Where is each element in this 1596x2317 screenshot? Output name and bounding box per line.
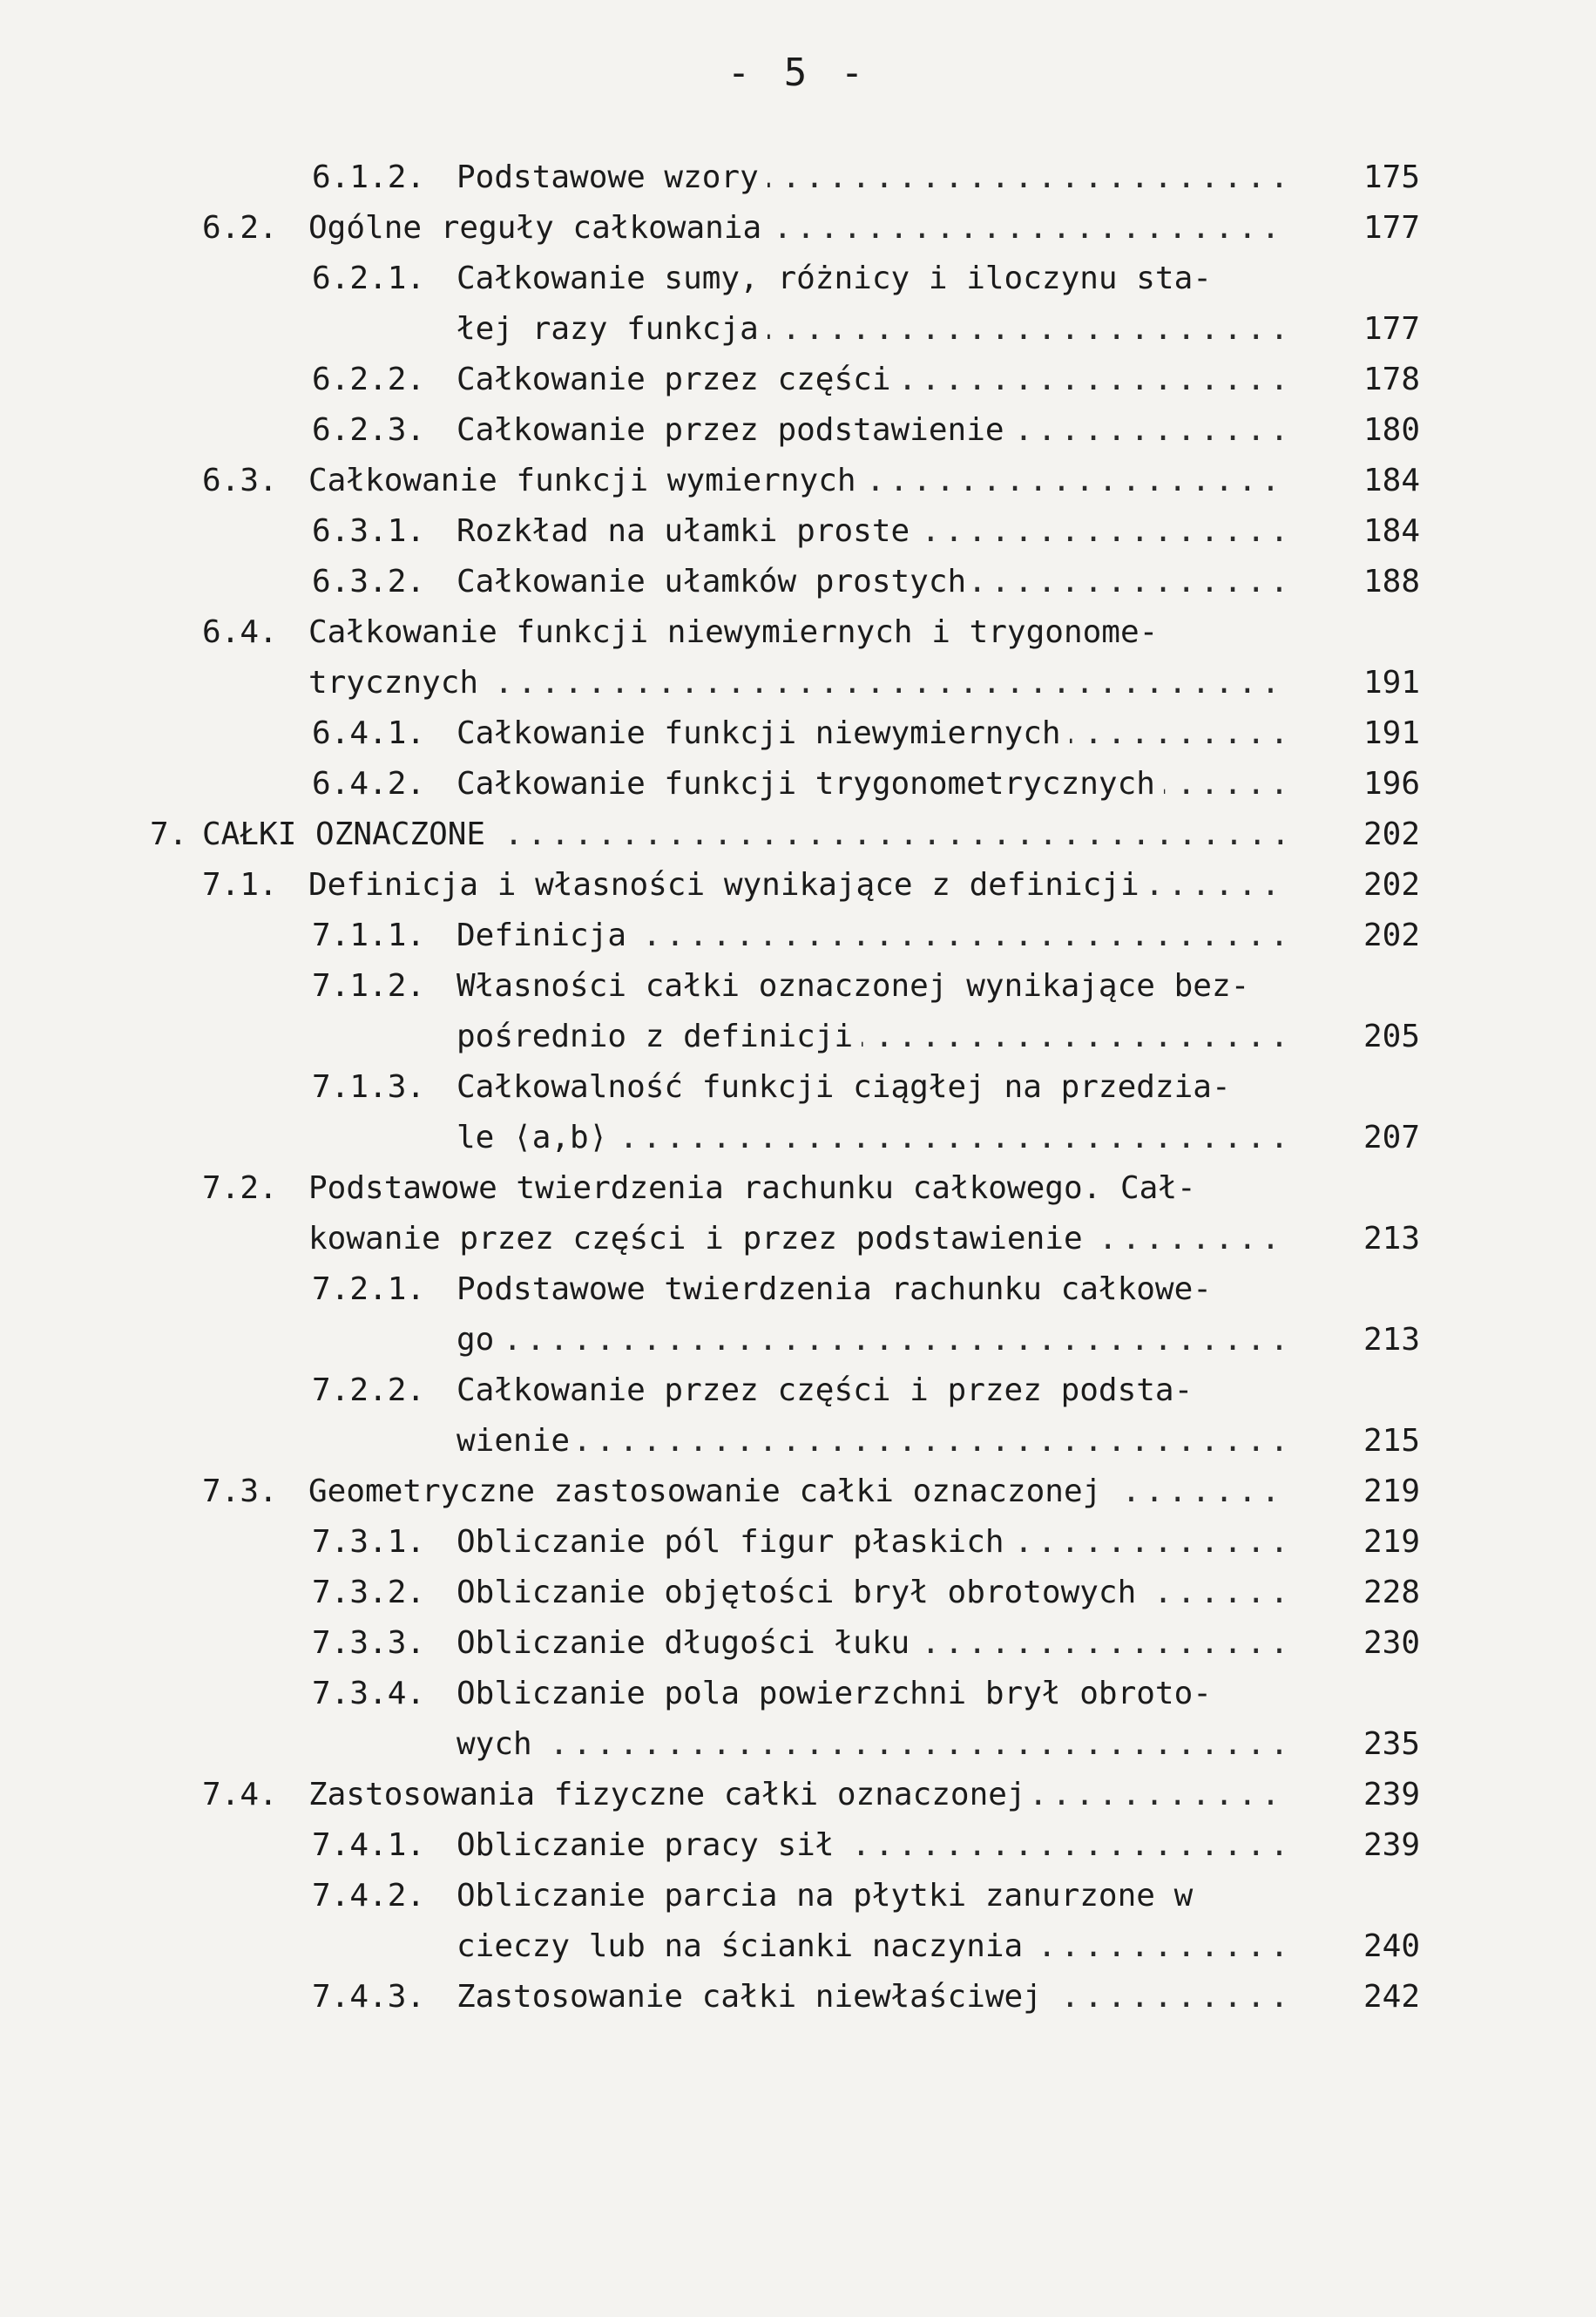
toc-entry-number: 6.3.2. xyxy=(312,564,426,600)
toc-entry-title xyxy=(308,1163,1289,1214)
toc-entry-title xyxy=(456,557,1289,607)
toc-entry-number: 6.3.1. xyxy=(312,513,426,549)
toc-entry-title xyxy=(456,759,1289,810)
toc-entry-page: 230 xyxy=(1363,1625,1420,1661)
toc-entry-title-text: Całkowanie funkcji trygonometrycznych xyxy=(456,766,1164,802)
toc-entry-title xyxy=(456,1315,1289,1365)
toc-entry-title-text: Całkowanie sumy, różnicy i iloczynu sta- xyxy=(456,261,1221,296)
toc-entry-number: 7.3.4. xyxy=(312,1676,426,1711)
toc-entry-title xyxy=(308,1770,1289,1820)
toc-entry-number: 6.4.2. xyxy=(312,766,426,802)
toc-entry-title xyxy=(456,1871,1289,1921)
toc-entry-number: 6.3. xyxy=(202,463,278,498)
toc-entry-page: 213 xyxy=(1363,1221,1420,1257)
toc-entry-title xyxy=(456,1062,1289,1113)
toc-entry-title-text: trycznych xyxy=(308,665,487,701)
toc-entry-title-text: kowanie przez części i przez podstawienie xyxy=(308,1221,1092,1257)
toc-entry-title-text: Całkowanie przez części i przez podsta- xyxy=(456,1372,1201,1408)
toc-entry-page: 240 xyxy=(1363,1928,1420,1964)
toc-entry xyxy=(0,1517,1596,1568)
toc-entry-page: 219 xyxy=(1363,1474,1420,1509)
toc-entry-title xyxy=(456,911,1289,961)
toc-entry-title xyxy=(456,304,1289,355)
toc-entry xyxy=(0,355,1596,405)
toc-entry-page: 202 xyxy=(1363,918,1420,953)
toc-entry-page: 202 xyxy=(1363,816,1420,852)
toc-entry xyxy=(0,1618,1596,1669)
toc-entry xyxy=(0,860,1596,911)
toc-entry-title-text: Podstawowe twierdzenia rachunku całkowe- xyxy=(456,1271,1221,1307)
toc-entry-page: 207 xyxy=(1363,1120,1420,1155)
toc-entry-title-text: Obliczanie pól figur płaskich xyxy=(456,1524,1013,1560)
toc-entry xyxy=(0,810,1596,860)
toc-entry-title-text: Obliczanie pola powierzchni brył obroto- xyxy=(456,1676,1221,1711)
toc-entry-number: 7.1.2. xyxy=(312,968,426,1004)
toc-entry-number: 7.2.2. xyxy=(312,1372,426,1408)
toc-entry xyxy=(0,911,1596,961)
toc-entry-number: 7.3.1. xyxy=(312,1524,426,1560)
toc-entry-number: 6.4.1. xyxy=(312,715,426,751)
toc-entry-title xyxy=(308,456,1289,506)
toc-entry-number: 6.2.1. xyxy=(312,261,426,296)
toc-entry-page: 239 xyxy=(1363,1777,1420,1812)
toc-entry-title-text: Własności całki oznaczonej wynikające bez- xyxy=(456,968,1258,1004)
toc-entry xyxy=(0,1264,1596,1315)
toc-entry-page: 184 xyxy=(1363,513,1420,549)
toc-entry-title xyxy=(202,810,1289,860)
page-number: - 5 - xyxy=(727,51,869,95)
toc-entry-page: 191 xyxy=(1363,715,1420,751)
toc-entry-title-text: Całkowanie funkcji niewymiernych xyxy=(456,715,1070,751)
toc-entry-title xyxy=(456,1517,1289,1568)
toc-entry xyxy=(0,1770,1596,1820)
toc-entry-title-text: Definicja i własności wynikające z definicji xyxy=(308,867,1148,903)
toc-entry-title xyxy=(456,355,1289,405)
toc-entry-title xyxy=(456,1264,1289,1315)
toc-entry-title-text: CAŁKI OZNACZONE xyxy=(202,816,494,852)
toc-entry xyxy=(0,1820,1596,1871)
toc-entry-title xyxy=(456,1921,1289,1972)
toc-entry-title xyxy=(456,708,1289,759)
toc-entry xyxy=(0,1719,1596,1770)
toc-entry-title xyxy=(456,152,1289,203)
toc-entry-page: 191 xyxy=(1363,665,1420,701)
toc-entry-page: 213 xyxy=(1363,1322,1420,1358)
toc-entry-number: 7.3.3. xyxy=(312,1625,426,1661)
toc-entry xyxy=(0,1467,1596,1517)
toc-entry xyxy=(0,1012,1596,1062)
toc-entry-number: 7.4. xyxy=(202,1777,278,1812)
toc-entry-title xyxy=(456,506,1289,557)
toc-entry xyxy=(0,1669,1596,1719)
toc-entry-title xyxy=(456,405,1289,456)
toc-entry-page: 235 xyxy=(1363,1726,1420,1762)
toc-entry-page: 188 xyxy=(1363,564,1420,600)
toc-entry xyxy=(0,405,1596,456)
toc-entry-number: 7.1.1. xyxy=(312,918,426,953)
toc-entry xyxy=(0,708,1596,759)
toc-entry-title-text: łej razy funkcja xyxy=(456,311,768,347)
toc-entry xyxy=(0,1163,1596,1214)
toc-entry-number: 7.1.3. xyxy=(312,1069,426,1105)
toc-entry-title-text: wych xyxy=(456,1726,541,1762)
toc-entry-number: 7.4.2. xyxy=(312,1878,426,1914)
toc-entry-number: 6.2.2. xyxy=(312,362,426,397)
toc-entry xyxy=(0,658,1596,708)
toc-entry xyxy=(0,1416,1596,1467)
toc-entry xyxy=(0,203,1596,254)
toc-entry-title-text: Całkowanie ułamków prostych xyxy=(456,564,975,600)
toc-entry-title xyxy=(456,1568,1289,1618)
toc-entry xyxy=(0,304,1596,355)
toc-entry-title-text: Definicja xyxy=(456,918,635,953)
toc-entry-title-text: Podstawowe wzory xyxy=(456,159,768,195)
toc-entry-title-text: Rozkład na ułamki proste xyxy=(456,513,918,549)
toc-entry xyxy=(0,1871,1596,1921)
toc-entry-number: 7.3. xyxy=(202,1474,278,1509)
toc-entry xyxy=(0,759,1596,810)
toc-entry-number: 6.1.2. xyxy=(312,159,426,195)
toc-entry-page: 177 xyxy=(1363,210,1420,246)
toc-entry-title xyxy=(456,1012,1289,1062)
toc-entry-page: 228 xyxy=(1363,1575,1420,1610)
toc-entry-number: 7.2.1. xyxy=(312,1271,426,1307)
toc-entry-title xyxy=(456,961,1289,1012)
toc-entry xyxy=(0,607,1596,658)
toc-entry xyxy=(0,1315,1596,1365)
toc-entry-title-text: wienie xyxy=(456,1423,578,1459)
toc-entry-title-text: Całkowanie funkcji niewymiernych i trygonome- xyxy=(308,614,1167,650)
toc-entry-title-text: Całkowanie funkcji wymiernych xyxy=(308,463,865,498)
toc-entry-title xyxy=(456,1669,1289,1719)
toc-entry-title-text: pośrednio z definicji xyxy=(456,1019,862,1054)
toc-entry-number: 7.3.2. xyxy=(312,1575,426,1610)
toc-entry-page: 205 xyxy=(1363,1019,1420,1054)
toc-entry-title-text: Podstawowe twierdzenia rachunku całkowego. Cał- xyxy=(308,1170,1205,1206)
toc-entry-page: 178 xyxy=(1363,362,1420,397)
toc-entry-page: 202 xyxy=(1363,867,1420,903)
toc-entry-number: 7.2. xyxy=(202,1170,278,1206)
toc-entry xyxy=(0,1921,1596,1972)
toc-entry-number: 6.2. xyxy=(202,210,278,246)
toc-entry-page: 175 xyxy=(1363,159,1420,195)
toc-entry-title xyxy=(308,658,1289,708)
toc-entry xyxy=(0,1972,1596,2022)
toc-entry-page: 180 xyxy=(1363,412,1420,448)
toc-entry-title-text: Geometryczne zastosowanie całki oznaczonej xyxy=(308,1474,1110,1509)
toc-entry-title xyxy=(308,860,1289,911)
toc-entry-title xyxy=(308,1214,1289,1264)
toc-entry-title-text: Całkowanie przez podstawienie xyxy=(456,412,1013,448)
toc-entry-title xyxy=(308,1467,1289,1517)
toc-entry xyxy=(0,152,1596,203)
toc-entry-title-text: Zastosowania fizyczne całki oznaczonej xyxy=(308,1777,1035,1812)
toc-entry-title xyxy=(456,1365,1289,1416)
toc-entry-page: 239 xyxy=(1363,1827,1420,1863)
toc-entry-page: 184 xyxy=(1363,463,1420,498)
toc-entry-title xyxy=(456,1113,1289,1163)
toc-entry-page: 242 xyxy=(1363,1979,1420,2015)
toc-entry-title xyxy=(456,1820,1289,1871)
toc-entry xyxy=(0,1365,1596,1416)
toc-entry-title xyxy=(456,1618,1289,1669)
toc-entry-title-text: go xyxy=(456,1322,503,1358)
toc-entry-title-text: le ⟨a,b⟩ xyxy=(456,1120,616,1155)
toc-entry-page: 196 xyxy=(1363,766,1420,802)
toc-entry-number: 6.4. xyxy=(202,614,278,650)
toc-entry-title-text: Całkowanie przez części xyxy=(456,362,900,397)
toc-entry xyxy=(0,1062,1596,1113)
toc-entry-title-text: Obliczanie parcia na płytki zanurzone w xyxy=(456,1878,1201,1914)
toc-entry-title-text: cieczy lub na ścianki naczynia xyxy=(456,1928,1031,1964)
toc-entry-title xyxy=(456,254,1289,304)
toc-entry-title-text: Obliczanie pracy sił xyxy=(456,1827,842,1863)
toc-entry-page: 219 xyxy=(1363,1524,1420,1560)
toc-entry-title xyxy=(308,607,1289,658)
toc-entry xyxy=(0,557,1596,607)
toc-entry-number: 7.4.1. xyxy=(312,1827,426,1863)
toc-entry-title-text: Obliczanie objętości brył obrotowych xyxy=(456,1575,1145,1610)
toc-entry xyxy=(0,1568,1596,1618)
toc-entry xyxy=(0,1214,1596,1264)
toc-entry-title xyxy=(456,1972,1289,2022)
toc-entry-title-text: Całkowalność funkcji ciągłej na przedzia- xyxy=(456,1069,1240,1105)
toc-entry-title-text: Zastosowanie całki niewłaściwej xyxy=(456,1979,1051,2015)
toc-entry-page: 215 xyxy=(1363,1423,1420,1459)
toc-entry-number: 7.4.3. xyxy=(312,1979,426,2015)
toc-entry-title-text: Obliczanie długości łuku xyxy=(456,1625,918,1661)
toc-entry-title xyxy=(456,1719,1289,1770)
toc-entry-number: 7.1. xyxy=(202,867,278,903)
toc-entry xyxy=(0,506,1596,557)
toc-entry-title xyxy=(308,203,1289,254)
toc-entry-title-text: Ogólne reguły całkowania xyxy=(308,210,770,246)
toc-entry xyxy=(0,456,1596,506)
toc-entry-number: 6.2.3. xyxy=(312,412,426,448)
toc-entry-number: 7. xyxy=(150,816,188,852)
toc-entry xyxy=(0,961,1596,1012)
toc-entry xyxy=(0,254,1596,304)
toc-entry xyxy=(0,1113,1596,1163)
toc-entry-page: 177 xyxy=(1363,311,1420,347)
toc-entry-title xyxy=(456,1416,1289,1467)
